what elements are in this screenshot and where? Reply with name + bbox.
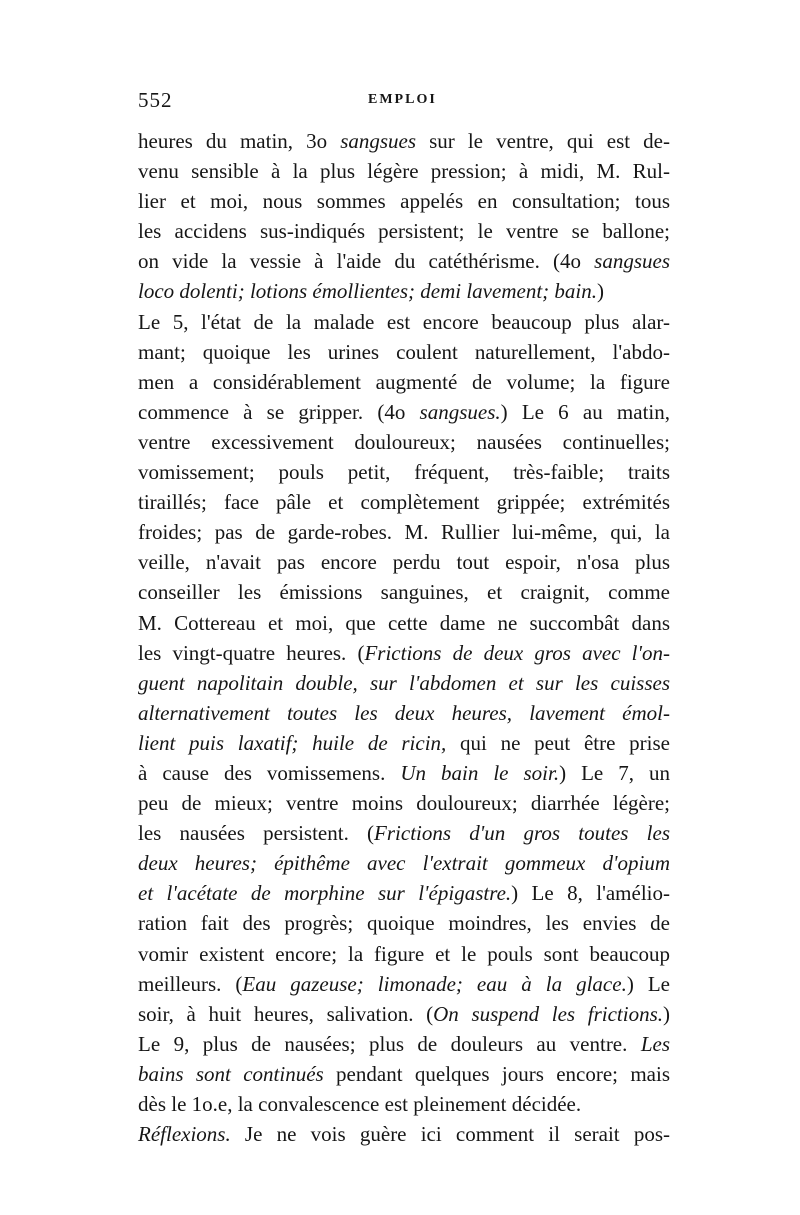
text-line [138,397,670,427]
text-line [138,939,670,969]
italic-segment: loco dolenti; lotions émollientes; demi lavement; bain. [138,279,597,304]
text-line [138,608,670,638]
text-segment: heures du matin, 3o [138,129,341,153]
text-segment: veille, n'avait pas encore perdu tout espoir, n'osa plus [138,550,670,575]
text-line [138,848,670,878]
text-line [138,337,670,367]
italic-segment: On suspend les frictions. [433,1001,663,1026]
italic-segment: sangsues. [419,399,501,424]
text-segment: ) Le 7, un [559,760,670,785]
text-line [138,186,670,216]
body-text [138,126,670,1149]
italic-segment: deux heures; épithême avec l'extrait gommeux d'opium [138,851,670,876]
text-line [138,577,670,607]
text-segment: meilleurs. ( [138,971,243,996]
text-segment: pendant quelques jours encore; mais [323,1061,671,1086]
text-segment: les vingt-quatre heures. ( [138,640,365,665]
text-segment: sur le ventre, qui est de- [416,129,670,153]
text-segment: on vide la vessie à l'aide du catéthérisme. (4o [138,249,595,274]
text-line [138,487,670,517]
italic-segment: Réflexions. [138,1122,231,1147]
text-line [138,517,670,547]
text-segment: ) Le [626,971,670,996]
page-header [138,88,670,118]
text-line [138,307,670,337]
text-line [138,969,670,999]
text-segment: men a considérablement augmenté de volume; la figure [138,369,670,394]
text-segment: tiraillés; face pâle et complètement grippée; extrémités [138,490,670,515]
text-line [138,1059,670,1089]
text-line [138,668,670,698]
text-segment: lier et moi, nous sommes appelés en consultation; tous [138,189,670,214]
text-line [138,1089,670,1119]
italic-segment: sangsues [340,129,417,153]
text-segment: soir, à huit heures, salivation. ( [138,1001,434,1026]
text-line [138,547,670,577]
text-segment: qui ne peut être prise [446,730,670,755]
page-number: 552 [138,88,173,112]
text-segment: conseiller les émissions sanguines, et craignit, comme [138,580,670,605]
text-line [138,156,670,186]
text-segment: M. Cottereau et moi, que cette dame ne succombât dans [138,610,670,635]
text-line [138,126,670,156]
text-segment: à cause des vomissemens. [138,760,401,785]
text-segment: Le 5, l'état de la malade est encore beaucoup plus alar- [138,309,670,334]
text-segment: commence à se gripper. (4o [138,399,420,424]
text-segment: ) [596,279,604,304]
text-line [138,638,670,668]
text-line [138,818,670,848]
text-segment: ration fait des progrès; quoique moindres, les envies de [138,911,670,936]
text-line [138,246,670,276]
text-line [138,999,670,1029]
text-segment: froides; pas de garde-robes. M. Rullier lui-même, qui, la [138,520,670,545]
italic-segment: sangsues [594,249,670,274]
text-line [138,367,670,397]
text-segment: vomissement; pouls petit, fréquent, très-faible; traits [138,460,670,485]
italic-segment: Frictions de deux gros avec l'on- [364,640,670,665]
text-line [138,758,670,788]
text-segment: Le 9, plus de nausées; plus de douleurs au ventre. [138,1031,641,1056]
text-segment: mant; quoique les urines coulent naturellement, l'abdo- [138,339,670,364]
text-line [138,457,670,487]
text-segment: vomir existent encore; la figure et le pouls sont beaucoup [138,941,670,966]
text-segment: Je ne vois guère ici comment il serait pos- [230,1122,670,1147]
text-line [138,788,670,818]
text-line [138,276,670,306]
text-line [138,878,670,908]
italic-segment: Les [640,1031,670,1056]
text-line [138,728,670,758]
running-head: EMPLOI [368,92,437,107]
text-segment: les nausées persistent. ( [138,821,375,846]
text-line [138,1029,670,1059]
text-segment: ) Le 8, l'amélio- [511,881,670,906]
text-line [138,427,670,457]
italic-segment: Un bain le soir. [400,760,560,785]
italic-segment: guent napolitain double, sur l'abdomen et sur les cuisses [138,670,670,695]
text-segment: dès le 1o.e, la convalescence est pleinement décidée. [138,1092,582,1116]
text-segment: les accidens sus-indiqués persistent; le ventre se ballone; [138,219,670,244]
text-segment: ventre excessivement douloureux; nausées continuelles; [138,429,670,454]
text-segment: ) [663,1001,670,1026]
italic-segment: lient puis laxatif; huile de ricin, [138,730,447,755]
italic-segment: Eau gazeuse; limonade; eau à la glace. [242,971,627,996]
text-segment: venu sensible à la plus légère pression; à midi, M. Rul- [138,159,670,184]
text-segment: ) Le 6 au matin, [500,399,670,424]
italic-segment: et l'acétate de morphine sur l'épigastre. [138,881,512,906]
text-line [138,216,670,246]
text-line [138,1119,670,1149]
text-line [138,908,670,938]
italic-segment: Frictions d'un gros toutes les [374,821,670,846]
italic-segment: bains sont continués [138,1061,324,1086]
italic-segment: alternativement toutes les deux heures, lavement émol- [138,700,670,725]
text-segment: peu de mieux; ventre moins douloureux; diarrhée légère; [138,791,670,816]
text-line [138,698,670,728]
